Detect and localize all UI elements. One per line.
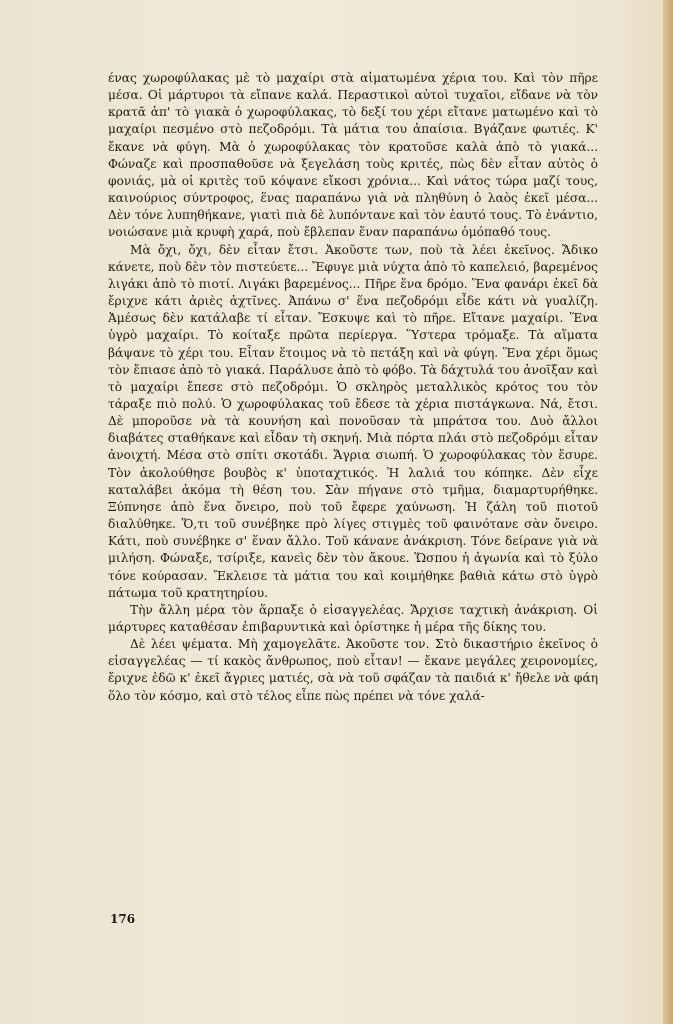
paragraph-1: ένας χωροφύλακας μὲ τὸ μαχαίρι στὰ αἱματωμένα χέρια του. Καὶ τὸν πῆρε μέσα. Οἱ μάρτυροι τὰ εἴπανε καλά. Περαστικοὶ αὐτοὶ τυχαῖοι, εἴδανε νὰ τὸν κρατᾶ ἀπ' τὸ γιακὰ ὁ χωροφύλακας, τὸ δεξί του χέρι εἴτανε ματωμένο καὶ τὸ μαχαίρι πεσμένο στὸ πεζοδρόμι. Τὰ μάτια του ἀπαίσια. Βγάζανε φωτιές. Κ' ἔκανε νὰ φύγη. Μὰ ὁ χωροφύλακας τὸν κρατοῦσε καλὰ ἀπὸ τὸ γιακά... Φώναζε καὶ προσπαθοῦσε νὰ ξεγελάση τοὺς κριτές, πὼς δὲν εἶταν αὐτὸς ὁ φονιάς, μὰ οἱ κριτὲς τοῦ κόψανε εἴκοσι χρόνια... Καὶ νάτος τώρα μαζί τους, καινούριος σύντροφος, ἕνας παραπάνω γιὰ νὰ πληθύνη ὁ λαὸς ἐκεῖ μέσα... Δὲν τόνε λυπηθήκανε, γιατὶ πιὰ δὲ λυπόντανε καὶ τὸν ἑαυτό τους. Τὸ ἐνάντιο, νοιώσανε μιὰ κρυφὴ χαρά, ποὺ ἔβλεπαν ἕναν παραπάνω ὁμόπαθό τους. [108,71,598,240]
page-edge [663,0,673,1024]
body-text [108,70,598,705]
paragraph-2: Μὰ ὄχι, ὄχι, δὲν εἶταν ἔτσι. Ἀκοῦστε των, ποὺ τὰ λέει ἐκεῖνος. Ἄδικο κάνετε, ποὺ δὲν τὸν πιστεύετε... Ἔφυγε μιὰ νύχτα ἀπὸ τὸ καπελειό, βαρεμένος λιγάκι ἀπὸ τὸ πιοτί. Λιγάκι βαρεμένος... Πῆρε ἕνα δρόμο. Ἕνα φανάρι ἐκεῖ δὰ ἔριχνε κάτι ἀριὲς ἀχτῖνες. Ἀπάνω σ' ἕνα πεζοδρόμι εἶδε κάτι νὰ γυαλίζη. Ἀμέσως δὲν κατάλαβε τί εἶταν. Ἔσκυψε καὶ τὸ πῆρε. Εἴτανε μαχαίρι. Ἕνα ὑγρὸ μαχαίρι. Τὸ κοίταξε πρῶτα περίεργα. Ὕστερα τρόμαξε. Τὰ αἵματα βάψανε τὸ χέρι του. Εἶταν ἕτοιμος νὰ τὸ πετάξη καὶ νὰ φύγη. Ἕνα χέρι ὅμως τὸν ἔπιασε ἀπὸ τὸ γιακά. Παράλυσε ἀπὸ τὸ φόβο. Τὰ δάχτυλά του ἀνοῖξαν καὶ τὸ μαχαίρι ἔπεσε στὸ πεζοδρόμι. Ὁ σκληρὸς μεταλλικὸς κρότος του τὸν τάραξε πιὸ πολύ. Ὁ χωροφύλακας τοῦ ἔδεσε τὰ χέρια πιστάγκωνα. Νά, ἔτσι. Δὲ μποροῦσε νὰ τὰ κουνήση καὶ πονοῦσαν τὰ μπράτσα του. Δυὸ ἄλλοι διαβάτες σταθήκανε καὶ εἶδαν τὴ σκηνή. Μιὰ πόρτα πλάι στὸ πεζοδρόμι εἶταν ἀνοιχτή. Μέσα στὸ σπίτι σκοτάδι. Ἄγρια σιωπή. Ὁ χωροφύλακας τὸν ἔσυρε. Τὸν ἀκολούθησε βουβὸς κ' ὑποταχτικός. Ἡ λαλιά του κόπηκε. Δὲν εἶχε καταλάβει ἀκόμα τὴ θέση του. Σὰν πήγανε στὸ τμῆμα, διαμαρτυρήθηκε. Ξύπνησε ἀπὸ ἕνα ὄνειρο, ποὺ τοῦ ἔφερε χαύνωση. Ἡ ζάλη τοῦ πιοτοῦ διαλύθηκε. Ὅ,τι τοῦ συνέβηκε πρὸ λίγες στιγμὲς τοῦ φαινότανε σὰν ὄνειρο. Κάτι, ποὺ συνέβηκε σ' ἕναν ἄλλο. Τοῦ κάνανε ἀνάκριση. Τόνε δείρανε γιὰ νὰ μιλήση. Φώναξε, τσίριξε, κανεὶς δὲν τὸν ἄκουε. Ὥσπου ἡ ἀγωνία καὶ τὸ ξύλο τόνε κούρασαν. Ἔκλεισε τὰ μάτια του καὶ κοιμήθηκε βαθιὰ κάτω στὸ ὑγρὸ πάτωμα τοῦ κρατητηρίου. [108,242,598,600]
page-number: 176 [110,912,136,926]
paragraph-3: Τὴν ἄλλη μέρα τὸν ἅρπαξε ὁ εἰσαγγελέας. Ἄρχισε ταχτικὴ ἀνάκριση. Οἱ μάρτυρες καταθέσαν ἐπιβαρυντικὰ καὶ ὁρίστηκε ἡ μέρα τῆς δίκης του. [108,602,598,634]
paragraph-4: Δὲ λέει ψέματα. Μὴ χαμογελᾶτε. Ἀκοῦστε τον. Στὸ δικαστήριο ἐκεῖνος ὁ εἰσαγγελέας — τί κακὸς ἄνθρωπος, ποὺ εἶταν! — ἔκανε μεγάλες χειρονομίες, ἔριχνε ἐδῶ κ' ἐκεῖ ἄγριες ματιές, σὰ νὰ τοῦ σφάζαν τὰ παιδιά κ' ἤθελε νὰ φάη ὅλο τὸν κόσμο, καὶ στὸ τέλος εἶπε πὼς πρέπει νὰ τόνε χαλά- [108,637,598,703]
